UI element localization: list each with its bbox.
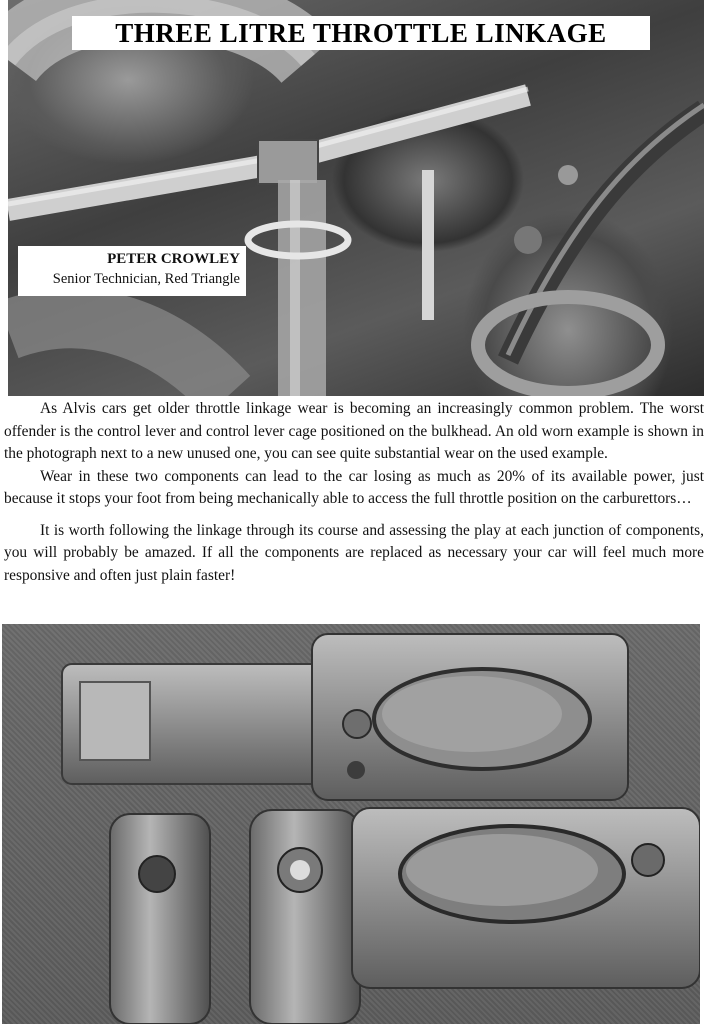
paragraph-3: It is worth following the linkage through its course and assessing the play at each junction of components, you will probably be amazed. If all the components are replaced as necessary your car will feel much more responsive and often just plain faster!: [4, 521, 704, 584]
author-caption: [18, 246, 246, 296]
author-role: Senior Technician, Red Triangle: [52, 271, 240, 287]
paragraph-2: Wear in these two components can lead to the car losing as much as 20% of its available power, just because it stops your foot from being mechanically able to access the full throttle position on the carburettors…: [4, 467, 704, 507]
title-banner: [72, 16, 650, 50]
engine-bay-illustration: [8, 0, 704, 396]
components-photo: [2, 624, 700, 1024]
article-body: [4, 398, 704, 587]
paragraph-1: As Alvis cars get older throttle linkage wear is becoming an increasingly common problem. The worst offender is the control lever and control lever cage positioned on the bulkhead. An old worn example is shown in the photograph next to a new unused one, you can see quite substantial wear on the used example.: [4, 400, 704, 462]
components-illustration: [2, 624, 700, 1024]
author-name: PETER CROWLEY: [107, 251, 240, 267]
engine-bay-photo: [8, 0, 704, 396]
article-title: THREE LITRE THROTTLE LINKAGE: [115, 17, 607, 48]
